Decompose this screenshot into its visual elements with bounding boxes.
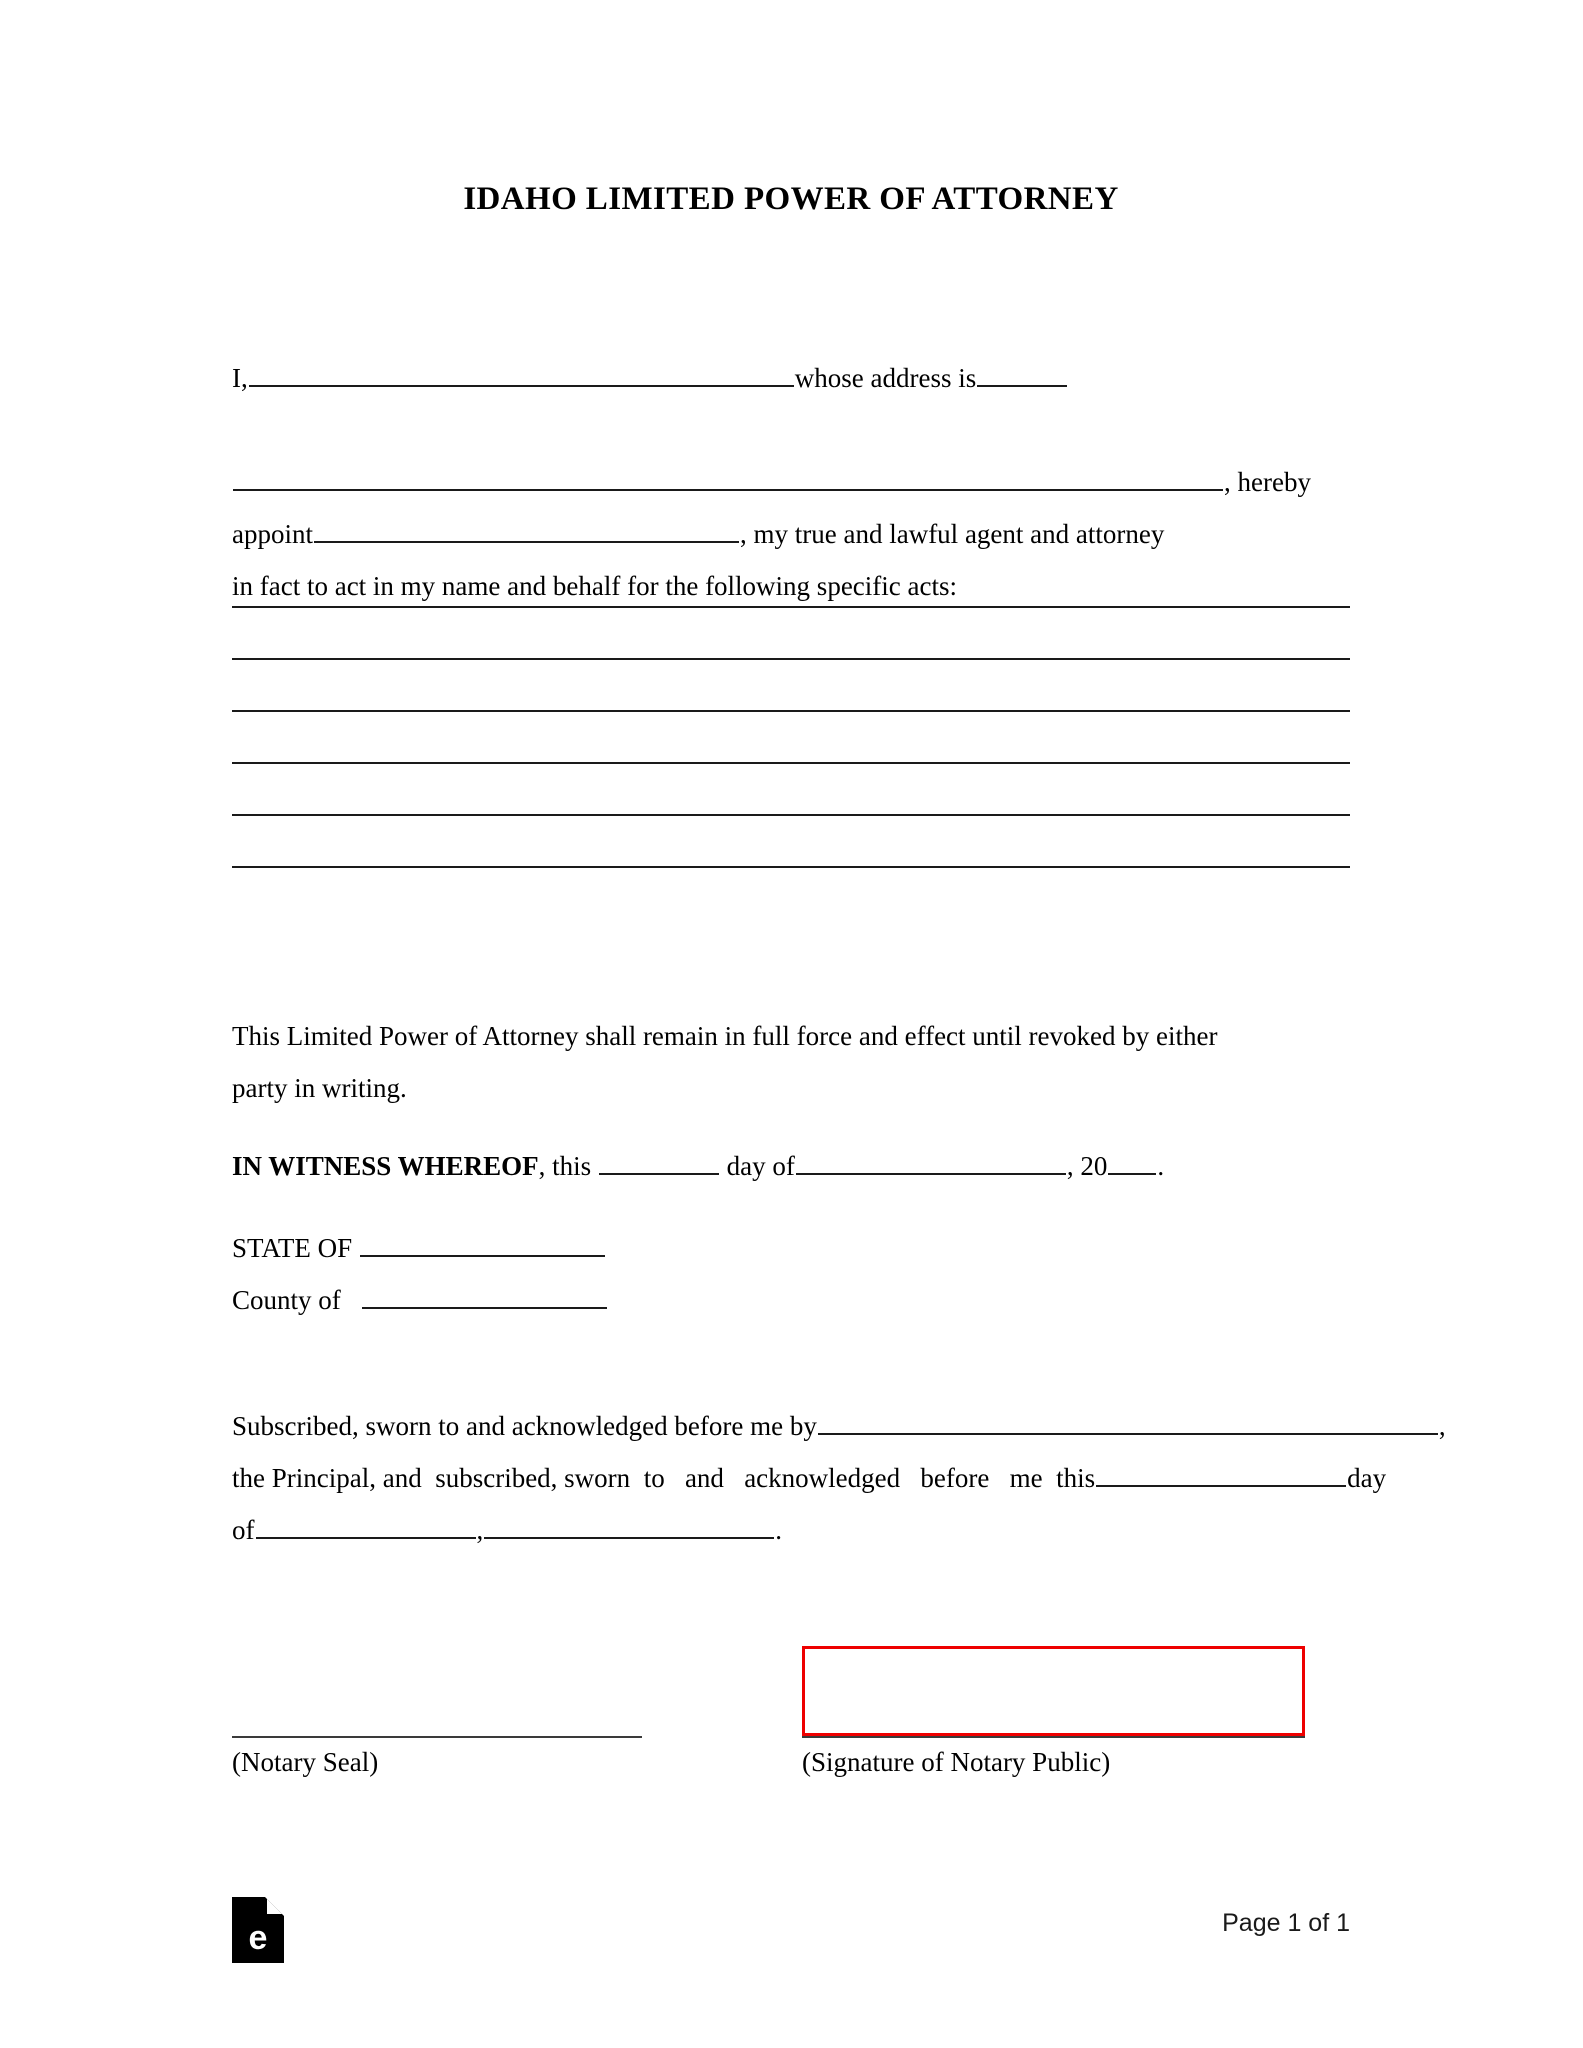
notary-signature-rule[interactable] [802,1736,1305,1738]
ack-w3: and [684,1463,724,1493]
state-line [232,1222,1350,1274]
intro-address-label: whose address is [794,363,977,393]
duration-paragraph [232,1010,1350,1114]
county-line [232,1274,1350,1326]
witness-heading: IN WITNESS WHEREOF [232,1151,539,1181]
ack-w1: subscribed, sworn [435,1463,631,1493]
acknowledgment-line-1 [232,1400,1446,1452]
notary-day-field[interactable] [1096,1465,1346,1487]
intro-line-3 [232,508,1350,560]
acknowledgment-paragraph [232,1400,1446,1556]
ack-w0: the Principal, and [232,1463,422,1493]
intro-line-1 [232,352,1350,404]
appoint-label: appoint [232,519,313,549]
notary-seal-caption: (Notary Seal) [232,1747,379,1777]
ack-w2: to [643,1463,665,1493]
acknowledgment-line-3 [232,1504,1350,1556]
notary-month-field[interactable] [256,1517,476,1539]
svg-text:e: e [248,1919,268,1957]
intro-hereby-label: , hereby [1224,467,1311,497]
ack-w5: before [920,1463,990,1493]
principal-address-field-part2[interactable] [233,469,1223,491]
specific-acts-lines[interactable] [232,556,1350,868]
specific-acts-line[interactable] [232,608,1350,660]
intro-spacer [232,404,1350,456]
agent-name-field[interactable] [314,521,739,543]
ack-w6: me [1009,1463,1043,1493]
page-number-label: Page 1 of 1 [1222,1909,1350,1937]
state-label: STATE OF [232,1233,353,1263]
acknowledgment-line2-day: day [1347,1463,1387,1493]
specific-acts-line[interactable] [232,764,1350,816]
witness-this-label: , this [538,1151,592,1181]
notary-signature-caption: (Signature of Notary Public) [802,1747,1111,1777]
county-label: County of [232,1285,341,1315]
state-field[interactable] [360,1235,605,1257]
witness-period: . [1157,1151,1165,1181]
witness-line [232,1140,1350,1192]
specific-acts-line[interactable] [232,712,1350,764]
county-field[interactable] [362,1287,607,1309]
ack-w4: acknowledged [744,1463,901,1493]
duration-line-1: This Limited Power of Attorney shall remain in full force and effect until revoked by either [232,1021,1218,1051]
witness-paragraph [232,1140,1350,1192]
witness-year-label: , 20 [1066,1151,1108,1181]
specific-acts-line[interactable] [232,660,1350,712]
ack-w7: this [1056,1463,1096,1493]
intro-line-4: in fact to act in my name and behalf for the following specific acts: [232,571,957,601]
witness-dayof-label: day of [726,1151,795,1181]
notary-signature-highlight-box[interactable] [802,1646,1305,1736]
execution-year-field[interactable] [1108,1153,1156,1175]
acknowledgment-line3-comma: , [476,1515,484,1545]
execution-month-field[interactable] [796,1153,1066,1175]
notary-signature-block [232,1680,1350,1810]
page-title: IDAHO LIMITED POWER OF ATTORNEY [463,181,1119,217]
notary-seal-rule[interactable] [232,1736,642,1738]
eforms-logo-icon[interactable] [232,1897,284,1963]
specific-acts-line[interactable] [232,816,1350,868]
notary-year-field[interactable] [484,1517,774,1539]
agent-role-label: , my true and lawful agent and attorney [740,519,1165,549]
intro-line-2 [232,456,1350,508]
execution-day-field[interactable] [599,1153,719,1175]
venue-block [232,1222,1350,1326]
acknowledgment-line3-period: . [775,1515,782,1545]
acknowledgment-of-label: of [232,1515,255,1545]
principal-acknowledged-name-field[interactable] [818,1413,1438,1435]
acknowledgment-line1-comma: , [1438,1411,1446,1441]
principal-address-field-part1[interactable] [977,365,1067,387]
acknowledgment-intro-label: Subscribed, sworn to and acknowledged before me by [232,1411,817,1441]
intro-i-label: I, [232,363,248,393]
specific-acts-line[interactable] [232,556,1350,608]
principal-name-field[interactable] [249,365,794,387]
acknowledgment-line-2 [232,1452,1387,1504]
duration-line-2: party in writing. [232,1073,407,1103]
